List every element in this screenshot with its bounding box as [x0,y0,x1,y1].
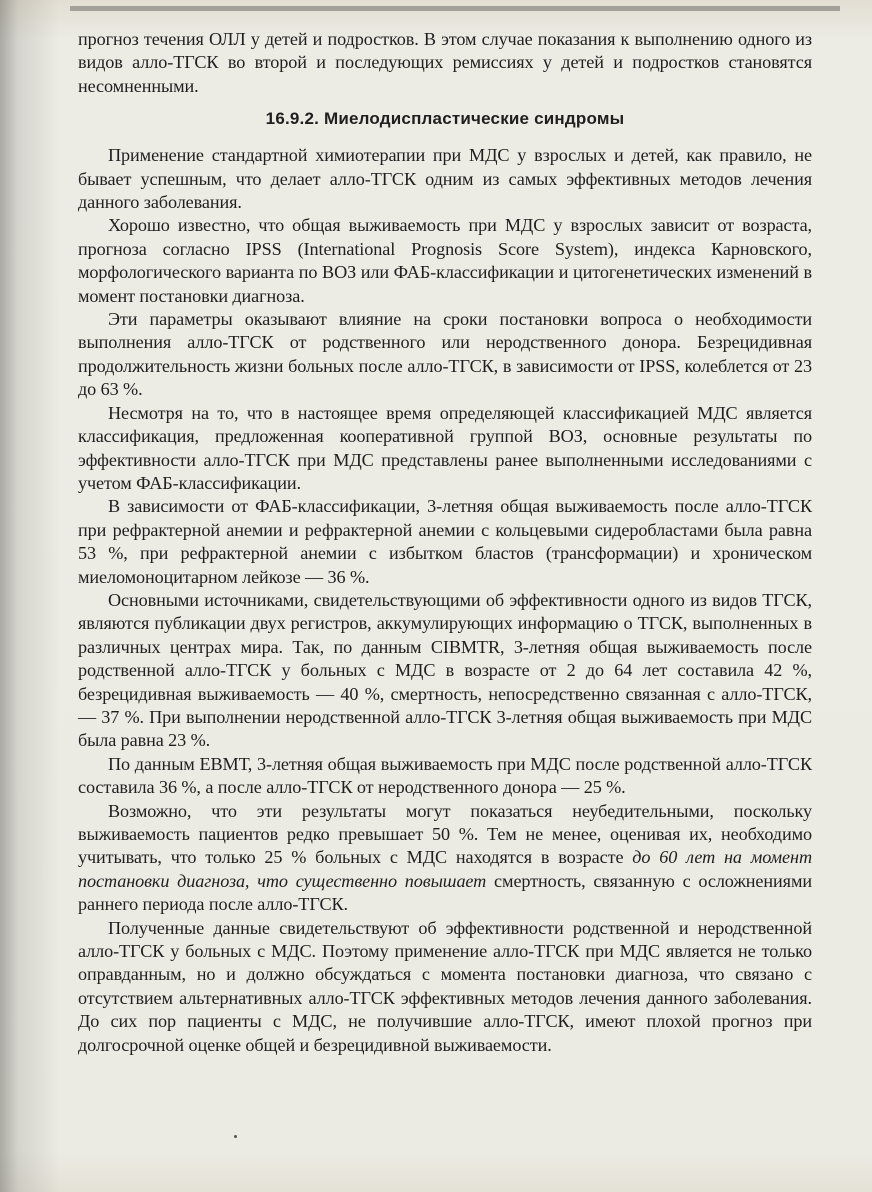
paragraph-6: Основными источниками, свидетельствующими об эффективности одного из видов ТГСК, являются публикации двух регистров, аккумулирующих информацию о ТГСК, выполненных в различных центрах мира. Так, по данным CIBMTR, 3-летняя общая выживаемость после родственной алло-ТГСК у больных с МДС в возрасте от 2 до 64 лет составила 42 %, безрецидивная выживаемость — 40 %, смертность, непосредственно связанная с алло-ТГСК, — 37 %. При выполнении неродственной алло-ТГСК 3-летняя общая выживаемость при МДС была равна 23 %. [78,589,812,751]
paragraph-8-text: Возможно, что эти результаты могут показаться неубедительными, поскольку выживаемость пациентов редко превышает 50 %. Тем не менее, оценивая их, необходимо учитывать, что только 25 % больных с МДС находятся в возрасте [78,800,812,868]
paragraph-1: Применение стандартной химиотерапии при МДС у взрослых и детей, как правило, не бывает успешным, что делает алло-ТГСК одним из самых эффективных методов лечения данного заболевания. [78,145,812,213]
paragraph-8-tail: смертность, связанную с осложнениями раннего периода после алло-ТГСК. [78,870,812,915]
page-text [78,28,812,1057]
print-speck [234,1135,237,1138]
paragraph-8-italic: до 60 лет на момент постановки диагноза, что существенно повышает [78,847,812,891]
paragraph-9: Полученные данные свидетельствуют об эффективности родственной и неродственной алло-ТГСК у больных с МДС. Поэтому применение алло-ТГСК при МДС является не только оправданным, но и должно обсуждаться с момента постановки диагноза, что связано с отсутствием альтернативных алло-ТГСК эффективных методов лечения данного заболевания. До сих пор пациенты с МДС, не получившие алло-ТГСК, имеют плохой прогноз при долгосрочной оценке общей и безрецидивной выживаемости. [78,917,812,1055]
paragraph-3: Эти параметры оказывают влияние на сроки постановки вопроса о необходимости выполнения алло-ТГСК от родственного или неродственного донора. Безрецидивная продолжительность жизни больных после алло-ТГСК, в зависимости от IPSS, колеблется от 23 до 63 %. [78,309,812,400]
paragraph-5: В зависимости от ФАБ-классификации, 3-летняя общая выживаемость после алло-ТГСК при рефрактерной анемии и рефрактерной анемии с кольцевыми сидеробластами была равна 53 %, при рефрактерной анемии с избытком бластов (трансформации) и хроническом миеломоноцитарном лейкозе — 36 %. [78,496,812,587]
top-rule [70,6,840,11]
paragraph-8 [78,800,812,917]
paragraph-4: Несмотря на то, что в настоящее время определяющей классификацией МДС является классификация, предложенная кооперативной группой ВОЗ, основные результаты по эффективности алло-ТГСК при МДС представлены ранее выполненными исследованиями с учетом ФАБ-классификации. [78,402,812,493]
section-heading: 16.9.2. Миелодиспластические синдромы [265,109,625,129]
intro-paragraph: прогноз течения ОЛЛ у детей и подростков. В этом случае показания к выполнению одного из видов алло-ТГСК во второй и последующих ремиссиях у детей и подростков становятся несомненными. [78,29,812,96]
paragraph-2: Хорошо известно, что общая выживаемость при МДС у взрослых зависит от возраста, прогноза согласно IPSS (International Prognosis Score System), индекса Карновского, морфологического варианта по ВОЗ или ФАБ-классификации и цитогенетических изменений в момент постановки диагноза. [78,215,812,306]
paragraph-7: По данным ЕВМТ, 3-летняя общая выживаемость при МДС после родственной алло-ТГСК составила 36 %, а после алло-ТГСК от неродственного донора — 25 %. [78,753,812,798]
